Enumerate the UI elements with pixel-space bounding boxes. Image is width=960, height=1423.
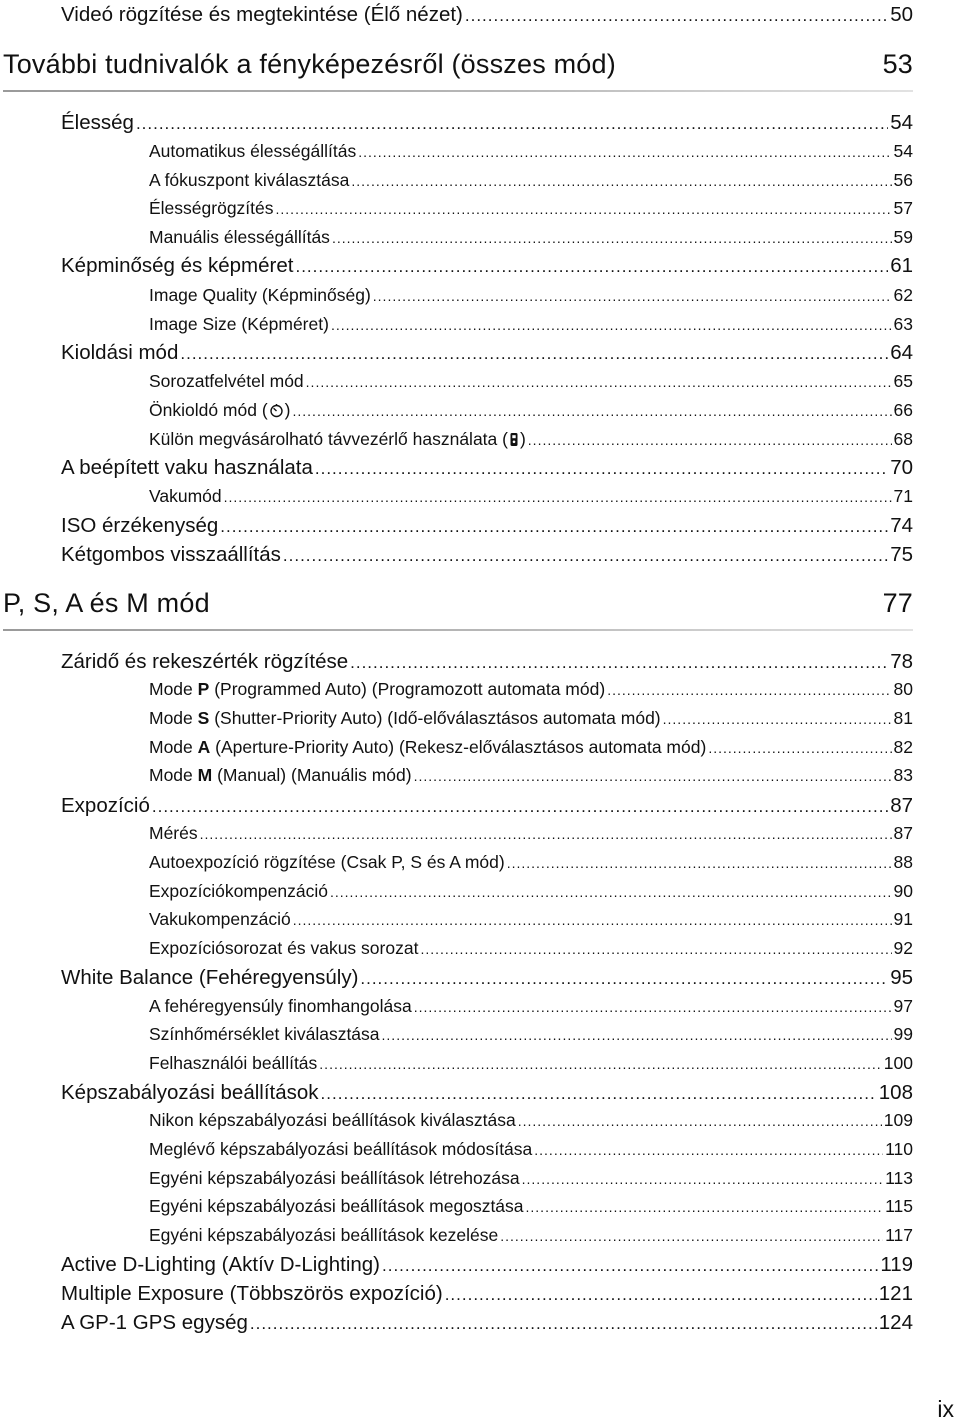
toc-entry-title: Automatikus élességállítás xyxy=(149,141,357,161)
toc-entry-page: 87 xyxy=(890,794,913,817)
toc-entry[interactable] xyxy=(61,1282,913,1306)
toc-entry-title: Expozíciókompenzáció xyxy=(149,881,328,901)
title-text: ) xyxy=(284,400,291,420)
toc-entry-title: Képszabályozási beállítások xyxy=(61,1081,319,1104)
toc-subentry[interactable] xyxy=(149,1053,913,1074)
dot-leader xyxy=(220,517,888,537)
toc-subentry[interactable] xyxy=(149,1110,913,1131)
dot-leader xyxy=(373,288,892,304)
toc-entry-page: 70 xyxy=(890,456,913,479)
toc-subentry[interactable] xyxy=(149,170,913,191)
toc-entry-title xyxy=(149,765,412,786)
toc-entry-page: 80 xyxy=(893,679,913,699)
section-heading[interactable] xyxy=(3,588,913,619)
toc-entry-title xyxy=(149,737,706,758)
toc-subentry[interactable] xyxy=(149,1168,913,1189)
toc-entry-title: Egyéni képszabályozási beállítások létrehozása xyxy=(149,1168,520,1188)
toc-entry-title: Active D-Lighting (Aktív D-Lighting) xyxy=(61,1253,381,1276)
section-title: További tudnivalók a fényképezésről (összes mód) xyxy=(3,49,616,79)
toc-entry-page: 121 xyxy=(878,1282,913,1305)
toc-entry-title: Expozíciósorozat és vakus sorozat xyxy=(149,938,419,958)
dot-leader xyxy=(507,855,892,871)
dot-leader xyxy=(321,1084,877,1104)
toc-subentry[interactable] xyxy=(149,881,913,902)
toc-entry-page: 81 xyxy=(893,708,913,728)
section-page: 77 xyxy=(882,588,913,618)
dot-leader xyxy=(358,144,891,160)
title-text: (Shutter-Priority Auto) (Idő-előválasztásos automata mód) xyxy=(209,708,661,728)
toc-entry-page: 66 xyxy=(893,400,913,420)
toc-entry-page: 56 xyxy=(893,170,913,190)
dot-leader xyxy=(152,797,888,817)
toc-entry-page: 109 xyxy=(883,1110,913,1130)
toc-entry-title: Autoexpozíció rögzítése (Csak P, S és A mód) xyxy=(149,852,505,872)
dot-leader xyxy=(283,546,888,566)
dot-leader xyxy=(295,257,888,277)
toc-entry-page: 91 xyxy=(893,909,913,929)
dot-leader xyxy=(293,912,892,928)
toc-subentry[interactable] xyxy=(149,429,913,450)
dot-leader xyxy=(315,459,888,479)
dot-leader xyxy=(382,1027,892,1043)
toc-entry-page: 64 xyxy=(890,341,913,364)
toc-entry-title xyxy=(149,429,526,450)
dot-leader xyxy=(526,1199,884,1215)
toc-entry-page: 65 xyxy=(893,371,913,391)
toc-entry-title: Vakumód xyxy=(149,486,222,506)
toc-entry-title: Manuális élességállítás xyxy=(149,227,330,247)
toc-entry-page: 63 xyxy=(893,314,913,334)
toc-entry-page: 54 xyxy=(890,111,913,134)
toc-entry-page: 78 xyxy=(890,650,913,673)
toc-entry[interactable] xyxy=(61,650,913,674)
toc-entry-title: Image Quality (Képminőség) xyxy=(149,285,371,305)
self-timer-icon xyxy=(269,403,284,418)
mode-letter: M xyxy=(197,765,213,785)
toc-entry-page: 108 xyxy=(878,1081,913,1104)
dot-leader xyxy=(306,374,892,390)
toc-subentry[interactable] xyxy=(149,909,913,930)
toc-entry-title xyxy=(149,708,661,729)
toc-entry-title: Expozíció xyxy=(61,794,150,817)
toc-entry-title: ISO érzékenység xyxy=(61,514,219,537)
dot-leader xyxy=(663,711,892,727)
toc-subentry[interactable] xyxy=(149,371,913,392)
toc-entry[interactable] xyxy=(61,456,913,480)
toc-subentry[interactable] xyxy=(149,765,913,786)
toc-entry[interactable] xyxy=(61,254,913,278)
toc-entry-page: 90 xyxy=(893,881,913,901)
dot-leader xyxy=(351,173,891,189)
dot-leader xyxy=(350,653,888,673)
toc-entry-page: 99 xyxy=(893,1024,913,1044)
toc-entry-page: 124 xyxy=(878,1311,913,1334)
dot-leader xyxy=(224,489,892,505)
section-rule xyxy=(3,629,913,631)
toc-entry-page: 97 xyxy=(893,996,913,1016)
mode-letter: P xyxy=(197,679,210,699)
toc-entry-title: A fókuszpont kiválasztása xyxy=(149,170,350,190)
dot-leader xyxy=(180,344,888,364)
dot-leader xyxy=(332,230,892,246)
dot-leader xyxy=(528,432,892,448)
toc-entry-page: 54 xyxy=(893,141,913,161)
toc-entry-page: 62 xyxy=(893,285,913,305)
title-text: (Programmed Auto) (Programozott automata mód) xyxy=(209,679,606,699)
page-number: ix xyxy=(937,1396,954,1422)
toc-subentry[interactable] xyxy=(149,1196,913,1217)
toc-entry-page: 95 xyxy=(890,966,913,989)
toc-subentry[interactable] xyxy=(149,314,913,335)
toc-entry[interactable] xyxy=(61,1253,913,1277)
dot-leader xyxy=(465,6,888,26)
dot-leader xyxy=(319,1056,882,1072)
toc-entry-page: 117 xyxy=(885,1225,913,1245)
section-rule xyxy=(3,90,913,92)
toc-entry-page: 61 xyxy=(890,254,913,277)
toc-entry[interactable] xyxy=(61,514,913,538)
dot-leader xyxy=(708,740,891,756)
title-prefix: Mode xyxy=(149,708,198,728)
section-title: P, S, A és M mód xyxy=(3,588,210,618)
mode-letter: A xyxy=(197,737,211,757)
toc-subentry[interactable] xyxy=(149,708,913,729)
title-text: Külön megvásárolható távvezérlő használata ( xyxy=(149,429,508,449)
toc-entry-title: Multiple Exposure (Többszörös expozíció) xyxy=(61,1282,443,1305)
toc-entry-title: Élesség xyxy=(61,111,134,134)
toc-entry[interactable] xyxy=(61,543,913,567)
toc-entry-page: 115 xyxy=(885,1196,913,1216)
dot-leader xyxy=(414,768,892,784)
title-prefix: Mode xyxy=(149,679,198,699)
toc-entry[interactable] xyxy=(61,341,913,365)
toc-subentry[interactable] xyxy=(149,486,913,507)
title-text: (Aperture-Priority Auto) (Rekesz-előválasztásos automata mód) xyxy=(210,737,707,757)
toc-entry-page: 92 xyxy=(893,938,913,958)
toc-entry-title xyxy=(149,400,291,421)
dot-leader xyxy=(607,682,891,698)
section-heading[interactable] xyxy=(3,49,913,80)
toc-entry[interactable] xyxy=(61,3,913,27)
toc-entry[interactable] xyxy=(61,1081,913,1105)
mode-letter: S xyxy=(197,708,210,728)
toc-entry-title: Videó rögzítése és megtekintése (Élő nézet) xyxy=(61,3,463,26)
remote-control-icon xyxy=(509,432,519,447)
toc-entry-title: Meglévő képszabályozási beállítások módosítása xyxy=(149,1139,533,1159)
toc-entry-page: 59 xyxy=(893,227,913,247)
toc-entry-page: 119 xyxy=(880,1253,913,1276)
toc-entry-title: Vakukompenzáció xyxy=(149,909,291,929)
dot-leader xyxy=(200,826,892,842)
toc-entry[interactable] xyxy=(61,111,913,135)
toc-entry-title: A beépített vaku használata xyxy=(61,456,313,479)
toc-subentry[interactable] xyxy=(149,198,913,219)
toc-entry-page: 83 xyxy=(893,765,913,785)
toc-subentry[interactable] xyxy=(149,400,913,421)
toc-entry-title: Image Size (Képméret) xyxy=(149,314,329,334)
dot-leader xyxy=(330,884,892,900)
toc-entry-title: Felhasználói beállítás xyxy=(149,1053,318,1073)
toc-entry-page: 82 xyxy=(893,737,913,757)
dot-leader xyxy=(250,1314,877,1334)
toc-entry-title: Élességrögzítés xyxy=(149,198,274,218)
toc-subentry[interactable] xyxy=(149,1139,913,1160)
toc-subentry[interactable] xyxy=(149,1024,913,1045)
dot-leader xyxy=(276,201,892,217)
toc-entry[interactable] xyxy=(61,966,913,990)
toc-entry-title: Színhőmérséklet kiválasztása xyxy=(149,1024,380,1044)
toc-entry-page: 57 xyxy=(893,198,913,218)
dot-leader xyxy=(136,114,888,134)
toc-entry-page: 71 xyxy=(893,486,913,506)
toc-entry-title: Egyéni képszabályozási beállítások kezelése xyxy=(149,1225,499,1245)
toc-subentry[interactable] xyxy=(149,141,913,162)
dot-leader xyxy=(293,403,892,419)
toc-entry-page: 50 xyxy=(890,3,913,26)
dot-leader xyxy=(445,1285,877,1305)
toc-subentry[interactable] xyxy=(149,823,913,844)
toc-subentry[interactable] xyxy=(149,737,913,758)
toc-entry-page: 87 xyxy=(893,823,913,843)
title-prefix: Mode xyxy=(149,765,198,785)
toc-entry-title: A fehéregyensúly finomhangolása xyxy=(149,996,412,1016)
toc-entry-page: 88 xyxy=(893,852,913,872)
toc-subentry[interactable] xyxy=(149,679,913,700)
dot-leader xyxy=(500,1228,883,1244)
dot-leader xyxy=(414,999,892,1015)
toc-entry-title: Nikon képszabályozási beállítások kiválasztása xyxy=(149,1110,516,1130)
dot-leader xyxy=(534,1142,883,1158)
dot-leader xyxy=(382,1256,878,1276)
toc-entry-title: White Balance (Fehéregyensúly) xyxy=(61,966,359,989)
dot-leader xyxy=(331,317,892,333)
toc-entry-page: 75 xyxy=(890,543,913,566)
toc-entry-title: Mérés xyxy=(149,823,198,843)
title-text: ) xyxy=(519,429,526,449)
dot-leader xyxy=(522,1171,883,1187)
dot-leader xyxy=(360,969,888,989)
toc-entry-title: Záridő és rekeszérték rögzítése xyxy=(61,650,349,673)
dot-leader xyxy=(420,941,891,957)
toc-entry-title: Kétgombos visszaállítás xyxy=(61,543,281,566)
toc-entry[interactable] xyxy=(61,1311,913,1335)
toc-subentry[interactable] xyxy=(149,938,913,959)
toc-subentry[interactable] xyxy=(149,1225,913,1246)
toc-entry-title: Sorozatfelvétel mód xyxy=(149,371,304,391)
toc-entry[interactable] xyxy=(61,794,913,818)
title-prefix: Mode xyxy=(149,737,198,757)
title-text: Önkioldó mód ( xyxy=(149,400,268,420)
toc-entry-page: 110 xyxy=(885,1139,913,1159)
toc-subentry[interactable] xyxy=(149,996,913,1017)
dot-leader xyxy=(518,1113,882,1129)
toc-entry-title: Képminőség és képméret xyxy=(61,254,294,277)
toc-entry-title: Egyéni képszabályozási beállítások megosztása xyxy=(149,1196,524,1216)
toc-entry-title: A GP-1 GPS egység xyxy=(61,1311,248,1334)
toc-entry-page: 68 xyxy=(893,429,913,449)
toc-entry-title: Kioldási mód xyxy=(61,341,179,364)
toc-entry-page: 74 xyxy=(890,514,913,537)
toc-subentry[interactable] xyxy=(149,285,913,306)
section-page: 53 xyxy=(882,49,913,79)
toc-entry-page: 100 xyxy=(883,1053,913,1073)
toc-entry-title xyxy=(149,679,605,700)
toc-subentry[interactable] xyxy=(149,852,913,873)
title-text: (Manual) (Manuális mód) xyxy=(212,765,412,785)
toc-entry-page: 113 xyxy=(885,1168,913,1188)
toc-subentry[interactable] xyxy=(149,227,913,248)
